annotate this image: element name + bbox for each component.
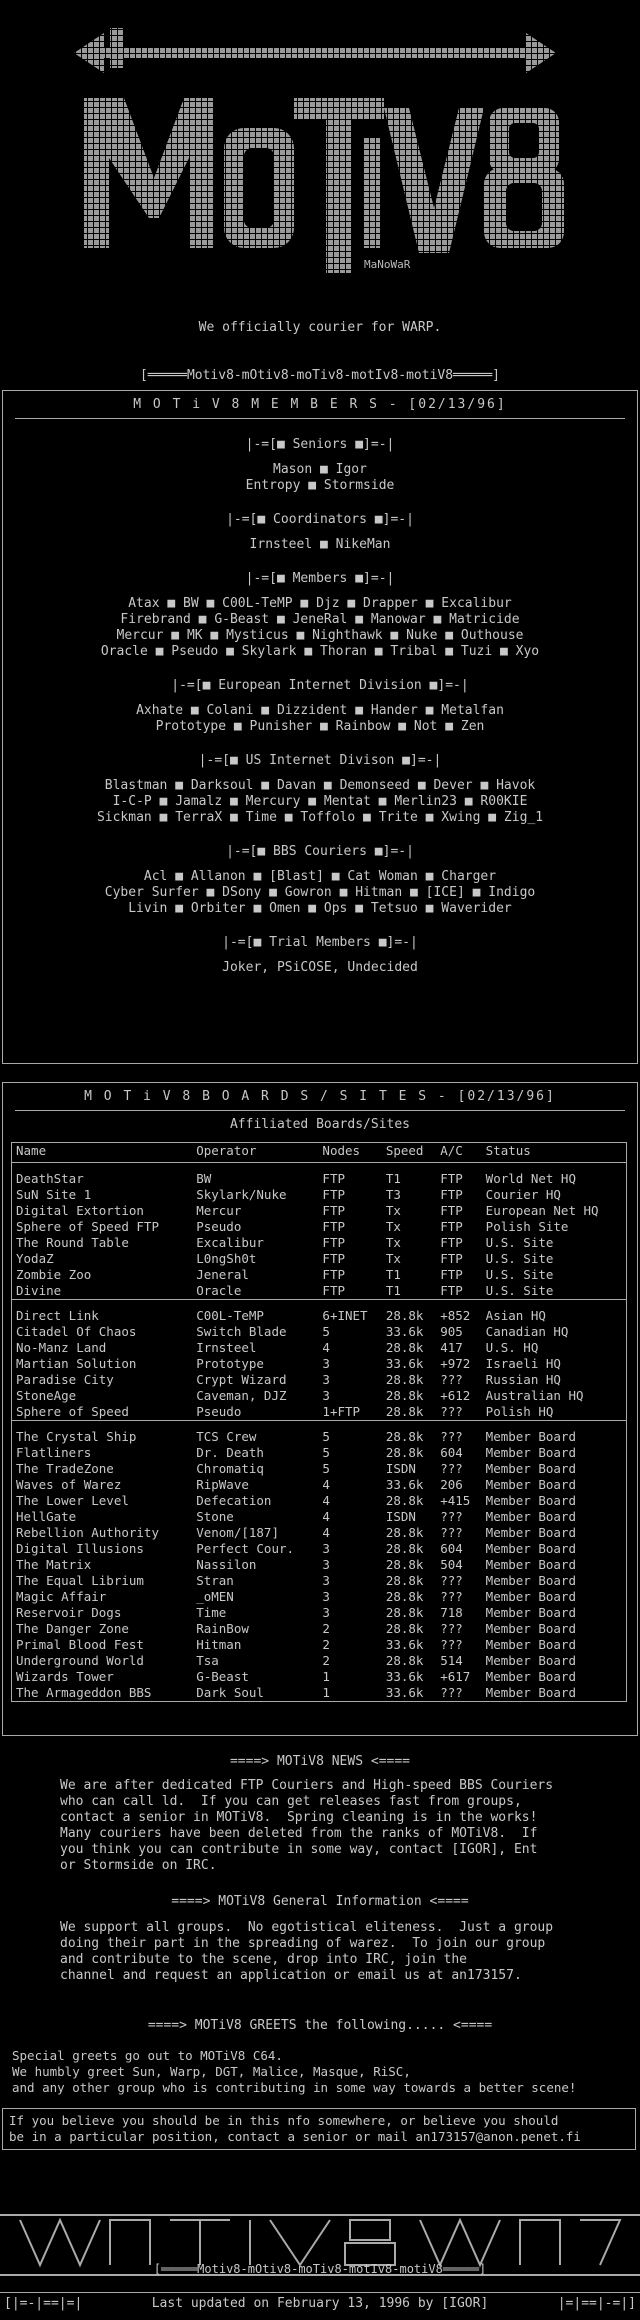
member-section-names — [3, 778, 637, 826]
table-cell: ISDN — [385, 1509, 416, 1524]
table-cell: 504 — [440, 1557, 463, 1572]
table-cell: 28.8k — [385, 1429, 424, 1444]
table-cell: YodaZ — [16, 1251, 54, 1266]
ascii-banner — [0, 2195, 640, 2295]
table-cell: BW — [196, 1171, 212, 1186]
table-cell: Citadel Of Chaos — [16, 1324, 137, 1339]
table-cell: 604 — [440, 1445, 463, 1460]
member-names-line: Cyber Surfer ■ DSony ■ Gowron ■ Hitman ■ [ICE] ■ Indigo — [104, 885, 536, 900]
table-row — [12, 1445, 627, 1461]
table-cell: Tx — [385, 1235, 401, 1250]
member-names-line: Blastman ■ Darksoul ■ Davan ■ Demonseed ■ Dever ■ Havok — [104, 778, 536, 793]
text-line: be in a particular position, contact a senior or mail an173157@anon.penet.fi — [9, 2129, 581, 2144]
column-header: Operator — [196, 1143, 257, 1158]
table-cell: 28.8k — [385, 1621, 424, 1636]
table-cell: +972 — [440, 1356, 471, 1371]
member-names-line: Oracle ■ Pseudo ■ Skylark ■ Thoran ■ Tribal ■ Tuzi ■ Xyo — [100, 644, 540, 659]
member-names-line: Entropy ■ Stormside — [245, 478, 395, 493]
table-cell: World Net HQ — [485, 1171, 576, 1186]
table-cell: 4 — [322, 1477, 330, 1492]
tagline: We officially courier for WARP. — [198, 320, 442, 335]
table-row — [12, 1429, 627, 1445]
text-line: Special greets go out to MOTiV8 C64. — [12, 2048, 283, 2063]
table-cell: Member Board — [485, 1509, 576, 1524]
member-names-line: Mercur ■ MK ■ Mysticus ■ Nighthawk ■ Nuke ■ Outhouse — [116, 628, 524, 643]
table-cell: FTP — [440, 1251, 463, 1266]
table-cell: Member Board — [485, 1685, 576, 1700]
table-cell: U.S. Site — [485, 1267, 554, 1282]
table-cell: Waves of Warez — [16, 1477, 122, 1492]
table-cell: HellGate — [16, 1509, 77, 1524]
table-cell: 4 — [322, 1525, 330, 1540]
table-cell: 718 — [440, 1605, 463, 1620]
table-cell: The Equal Librium — [16, 1573, 144, 1588]
table-cell: 2 — [322, 1653, 330, 1668]
table-cell: +415 — [440, 1493, 471, 1508]
table-cell: 3 — [322, 1388, 330, 1403]
table-cell: Skylark/Nuke — [196, 1187, 287, 1202]
table-cell: Paradise City — [16, 1372, 114, 1387]
table-cell: +612 — [440, 1388, 471, 1403]
table-row — [12, 1525, 627, 1541]
table-cell: 28.8k — [385, 1372, 424, 1387]
member-names-line: Livin ■ Orbiter ■ Omen ■ Ops ■ Tetsuo ■ Waverider — [128, 901, 512, 916]
table-cell: Member Board — [485, 1445, 576, 1460]
table-cell: Member Board — [485, 1525, 576, 1540]
table-cell: Hitman — [196, 1637, 242, 1652]
table-row — [12, 1589, 627, 1605]
table-row — [12, 1685, 627, 1702]
table-cell: ??? — [440, 1573, 463, 1588]
member-section-heading: |-=[■ Seniors ■]=-| — [245, 437, 395, 452]
table-cell: Asian HQ — [485, 1308, 546, 1323]
table-row — [12, 1171, 627, 1187]
table-cell: U.S. Site — [485, 1283, 554, 1298]
table-cell: FTP — [322, 1171, 345, 1186]
table-cell: +617 — [440, 1669, 471, 1684]
table-cell: 28.8k — [385, 1388, 424, 1403]
table-cell: FTP — [440, 1171, 463, 1186]
table-cell: Martian Solution — [16, 1356, 137, 1371]
text-line: contact a senior in MOTiV8. Spring cleaning is in the works! — [60, 1810, 538, 1825]
table-cell: Direct Link — [16, 1308, 99, 1323]
table-cell: Oracle — [196, 1283, 242, 1298]
table-row — [12, 1356, 627, 1372]
table-cell: +852 — [440, 1308, 471, 1323]
table-cell: TCS Crew — [196, 1429, 257, 1444]
table-cell: 33.6k — [385, 1356, 424, 1371]
member-section-names — [3, 960, 637, 976]
table-cell: FTP — [322, 1235, 345, 1250]
table-cell: 1 — [322, 1669, 330, 1684]
table-cell: ??? — [440, 1637, 463, 1652]
text-line: and contribute to the scene, drop into IRC, join the — [60, 1952, 467, 1967]
table-cell: _oMEN — [196, 1589, 234, 1604]
table-cell: Polish Site — [485, 1219, 569, 1234]
table-cell: 28.8k — [385, 1557, 424, 1572]
column-header: Status — [485, 1143, 531, 1158]
table-cell: FTP — [322, 1283, 345, 1298]
table-cell: 4 — [322, 1493, 330, 1508]
table-cell: 4 — [322, 1509, 330, 1524]
column-header: Nodes — [322, 1143, 361, 1158]
table-row — [12, 1461, 627, 1477]
table-cell: Wizards Tower — [16, 1669, 114, 1684]
table-cell: T1 — [385, 1267, 401, 1282]
text-line: Many couriers have been deleted from the ranks of MOTiV8. If — [60, 1826, 538, 1841]
table-cell: ??? — [440, 1621, 463, 1636]
table-cell: 604 — [440, 1541, 463, 1556]
table-cell: 3 — [322, 1372, 330, 1387]
table-row — [12, 1541, 627, 1557]
table-cell: U.S. HQ — [485, 1340, 539, 1355]
separator-line: [═════Motiv8-mOtiv8-moTiv8-motIv8-motiV8═════] — [139, 368, 501, 383]
table-cell: RipWave — [196, 1477, 249, 1492]
table-cell: ??? — [440, 1372, 463, 1387]
table-cell: Member Board — [485, 1461, 576, 1476]
table-cell: 28.8k — [385, 1573, 424, 1588]
table-row — [12, 1372, 627, 1388]
member-section-names — [3, 869, 637, 917]
member-names-line: Sickman ■ TerraX ■ Time ■ Toffolo ■ Trite ■ Xwing ■ Zig_1 — [96, 810, 544, 825]
table-cell: 206 — [440, 1477, 463, 1492]
boards-table — [11, 1142, 627, 1702]
table-cell: RainBow — [196, 1621, 249, 1636]
table-cell: Dark Soul — [196, 1685, 264, 1700]
table-row — [12, 1187, 627, 1203]
table-row — [12, 1251, 627, 1267]
column-header: A/C — [440, 1143, 463, 1158]
table-cell: Member Board — [485, 1589, 576, 1604]
member-section-heading: |-=[■ Coordinators ■]=-| — [226, 512, 414, 527]
table-cell: 33.6k — [385, 1669, 424, 1684]
table-cell: 3 — [322, 1605, 330, 1620]
table-cell: FTP — [440, 1283, 463, 1298]
table-cell: The TradeZone — [16, 1461, 114, 1476]
table-cell: Member Board — [485, 1573, 576, 1588]
table-cell: 28.8k — [385, 1340, 424, 1355]
table-cell: Sphere of Speed — [16, 1404, 129, 1419]
table-cell: SuN Site 1 — [16, 1187, 92, 1202]
table-cell: ??? — [440, 1525, 463, 1540]
table-cell: The Crystal Ship — [16, 1429, 137, 1444]
table-cell: Zombie Zoo — [16, 1267, 92, 1282]
table-row — [12, 1340, 627, 1356]
table-cell: Venom/[187] — [196, 1525, 279, 1540]
footer-separator: [═════Motiv8-mOtiv8-moTiv8-motIv8-motiV8═════] — [153, 2262, 487, 2276]
table-cell: Underground World — [16, 1653, 144, 1668]
table-cell: ??? — [440, 1404, 463, 1419]
general-text — [60, 1920, 600, 1984]
table-cell: C00L-TeMP — [196, 1308, 264, 1323]
boards-title: M O T i V 8 B O A R D S / S I T E S - [02/13/96] — [84, 1089, 556, 1104]
table-cell: Tsa — [196, 1653, 219, 1668]
table-cell: Magic Affair — [16, 1589, 107, 1604]
table-cell: 28.8k — [385, 1589, 424, 1604]
table-cell: Stran — [196, 1573, 234, 1588]
table-cell: Chromatiq — [196, 1461, 264, 1476]
table-cell: 5 — [322, 1461, 330, 1476]
table-cell: ??? — [440, 1509, 463, 1524]
table-cell: Stone — [196, 1509, 234, 1524]
table-cell: FTP — [440, 1235, 463, 1250]
table-cell: Member Board — [485, 1621, 576, 1636]
text-line: If you believe you should be in this nfo somewhere, or believe you should — [9, 2113, 559, 2128]
table-cell: Defecation — [196, 1493, 272, 1508]
table-row — [12, 1308, 627, 1324]
table-row — [12, 1653, 627, 1669]
table-cell: 905 — [440, 1324, 463, 1339]
table-cell: 1 — [322, 1685, 330, 1700]
table-cell: FTP — [440, 1219, 463, 1234]
member-sections — [3, 437, 637, 976]
table-cell: T3 — [385, 1187, 401, 1202]
member-names-line: Mason ■ Igor — [273, 462, 367, 477]
table-cell: Flatliners — [16, 1445, 92, 1460]
table-cell: Member Board — [485, 1493, 576, 1508]
table-cell: The Armageddon BBS — [16, 1685, 152, 1700]
table-cell: FTP — [322, 1203, 345, 1218]
table-cell: ISDN — [385, 1461, 416, 1476]
member-section-heading: |-=[■ BBS Couriers ■]=-| — [226, 844, 414, 859]
boards-subtitle: Affiliated Boards/Sites — [229, 1117, 410, 1132]
table-cell: Member Board — [485, 1557, 576, 1572]
table-row — [12, 1621, 627, 1637]
column-header: Name — [16, 1143, 47, 1158]
table-cell: 1+FTP — [322, 1404, 361, 1419]
table-cell: Pseudo — [196, 1404, 242, 1419]
table-cell: FTP — [440, 1267, 463, 1282]
table-cell: Tx — [385, 1219, 401, 1234]
table-cell: L0ngSh0t — [196, 1251, 257, 1266]
table-cell: FTP — [322, 1251, 345, 1266]
table-row — [12, 1267, 627, 1283]
table-cell: The Danger Zone — [16, 1621, 129, 1636]
member-section-heading: |-=[■ Trial Members ■]=-| — [222, 935, 418, 950]
table-cell: 28.8k — [385, 1525, 424, 1540]
table-cell: 5 — [322, 1429, 330, 1444]
table-cell: 33.6k — [385, 1477, 424, 1492]
table-cell: Tx — [385, 1203, 401, 1218]
table-cell: Caveman, DJZ — [196, 1388, 287, 1403]
member-names-line: Axhate ■ Colani ■ Dizzident ■ Hander ■ Metalfan — [136, 703, 504, 718]
table-cell: 33.6k — [385, 1637, 424, 1652]
table-cell: Prototype — [196, 1356, 264, 1371]
table-cell: Member Board — [485, 1541, 576, 1556]
table-cell: Pseudo — [196, 1219, 242, 1234]
members-box — [2, 390, 638, 1064]
text-line: and any other group who is contributing in some way towards a better scene! — [12, 2080, 577, 2095]
table-cell: DeathStar — [16, 1171, 84, 1186]
table-cell: ??? — [440, 1589, 463, 1604]
table-cell: Time — [196, 1605, 227, 1620]
table-row — [12, 1324, 627, 1340]
table-cell: Member Board — [485, 1429, 576, 1444]
member-names-line: Firebrand ■ G-Beast ■ JeneRal ■ Manowar ■ Matricide — [120, 612, 520, 627]
table-cell: Russian HQ — [485, 1372, 561, 1387]
table-cell: Israeli HQ — [485, 1356, 561, 1371]
table-cell: 3 — [322, 1589, 330, 1604]
table-cell: 28.8k — [385, 1653, 424, 1668]
member-names-line: Prototype ■ Punisher ■ Rainbow ■ Not ■ Zen — [155, 719, 485, 734]
table-cell: European Net HQ — [485, 1203, 599, 1218]
table-row — [12, 1493, 627, 1509]
table-cell: 514 — [440, 1653, 463, 1668]
table-cell: 3 — [322, 1557, 330, 1572]
member-section-names — [3, 596, 637, 660]
text-line: We humbly greet Sun, Warp, DGT, Malice, Masque, RiSC, — [12, 2064, 411, 2079]
greets-text — [12, 2048, 576, 2096]
table-cell: Irnsteel — [196, 1340, 257, 1355]
member-section-heading: |-=[■ US Internet Divison ■]=-| — [198, 753, 442, 768]
text-line: or Stormside on IRC. — [60, 1858, 217, 1873]
table-cell: Canadian HQ — [485, 1324, 569, 1339]
table-cell: 2 — [322, 1637, 330, 1652]
footer-left-deco: [|=-|==|=| — [4, 2296, 83, 2311]
text-line: channel and request an application or email us at an173157. — [60, 1968, 522, 1983]
table-cell: Reservoir Dogs — [16, 1605, 122, 1620]
table-cell: The Lower Level — [16, 1493, 129, 1508]
table-cell: Perfect Cour. — [196, 1541, 295, 1556]
table-cell: U.S. Site — [485, 1251, 554, 1266]
member-section-names — [3, 703, 637, 735]
table-cell: 2 — [322, 1621, 330, 1636]
table-cell: 417 — [440, 1340, 463, 1355]
table-row — [12, 1283, 627, 1300]
members-title: M O T i V 8 M E M B E R S - [02/13/96] — [133, 397, 507, 412]
member-section-heading: |-=[■ Members ■]=-| — [245, 571, 395, 586]
text-line: who can call ld. If you can get releases fast from groups, — [60, 1794, 522, 1809]
table-cell: Member Board — [485, 1605, 576, 1620]
footer-updated: Last updated on February 13, 1996 by [IGOR] — [151, 2296, 489, 2311]
member-section-names — [3, 462, 637, 494]
boards-box — [2, 1082, 638, 1736]
table-row — [12, 1477, 627, 1493]
table-cell: The Round Table — [16, 1235, 129, 1250]
table-row — [12, 1203, 627, 1219]
table-cell: Tx — [385, 1251, 401, 1266]
table-cell: Digital Illusions — [16, 1541, 144, 1556]
member-section-heading: |-=[■ European Internet Division ■]=-| — [171, 678, 469, 693]
table-cell: G-Beast — [196, 1669, 249, 1684]
news-text — [60, 1778, 600, 1874]
table-cell: 5 — [322, 1324, 330, 1339]
table-cell: FTP — [322, 1267, 345, 1282]
table-cell: 28.8k — [385, 1445, 424, 1460]
table-row — [12, 1637, 627, 1653]
news-heading: ====> MOTiV8 NEWS <==== — [229, 1754, 410, 1769]
table-row — [12, 1605, 627, 1621]
table-cell: 28.8k — [385, 1493, 424, 1508]
table-row — [12, 1557, 627, 1573]
table-cell: Primal Blood Fest — [16, 1637, 144, 1652]
logo-signature: MaNoWaR — [364, 258, 411, 271]
table-cell: Crypt Wizard — [196, 1372, 287, 1387]
table-cell: Digital Extortion — [16, 1203, 144, 1218]
footer-right-deco: |=|==|-=|] — [557, 2296, 636, 2311]
general-heading: ====> MOTiV8 General Information <==== — [171, 1894, 469, 1909]
footer — [0, 2292, 640, 2313]
table-row — [12, 1509, 627, 1525]
table-cell: 5 — [322, 1445, 330, 1460]
table-cell: Mercur — [196, 1203, 242, 1218]
text-line: We are after dedicated FTP Couriers and High-speed BBS Couriers — [60, 1778, 554, 1793]
table-cell: No-Manz Land — [16, 1340, 107, 1355]
table-cell: 4 — [322, 1340, 330, 1355]
table-cell: Sphere of Speed FTP — [16, 1219, 159, 1234]
table-cell: T1 — [385, 1283, 401, 1298]
contact-box — [2, 2108, 636, 2150]
greets-heading: ====> MOTiV8 GREETS the following..... <==== — [147, 2018, 493, 2033]
table-cell: Member Board — [485, 1653, 576, 1668]
table-cell: 28.8k — [385, 1308, 424, 1323]
table-cell: 3 — [322, 1356, 330, 1371]
column-header: Speed — [385, 1143, 424, 1158]
table-cell: Polish HQ — [485, 1404, 554, 1419]
table-cell: Divine — [16, 1283, 62, 1298]
table-cell: FTP — [322, 1219, 345, 1234]
table-cell: 28.8k — [385, 1404, 424, 1419]
table-cell: Australian HQ — [485, 1388, 584, 1403]
table-row — [12, 1573, 627, 1589]
table-cell: ??? — [440, 1685, 463, 1700]
table-cell: 33.6k — [385, 1324, 424, 1339]
table-cell: Courier HQ — [485, 1187, 561, 1202]
member-names-line: Joker, PSiCOSE, Undecided — [222, 960, 418, 975]
member-names-line: Irnsteel ■ NikeMan — [249, 537, 391, 552]
table-cell: Member Board — [485, 1637, 576, 1652]
table-cell: U.S. Site — [485, 1235, 554, 1250]
table-cell: Member Board — [485, 1477, 576, 1492]
table-cell: 3 — [322, 1541, 330, 1556]
table-cell: ??? — [440, 1461, 463, 1476]
text-line: We support all groups. No egotistical eliteness. Just a group — [60, 1920, 554, 1935]
motiv8-logo — [64, 18, 576, 308]
table-cell: Dr. Death — [196, 1445, 264, 1460]
member-names-line: Acl ■ Allanon ■ [Blast] ■ Cat Woman ■ Charger — [143, 869, 497, 884]
table-cell: The Matrix — [16, 1557, 92, 1572]
member-names-line: I-C-P ■ Jamalz ■ Mercury ■ Mentat ■ Merlin23 ■ R00KIE — [112, 794, 528, 809]
table-cell: 28.8k — [385, 1541, 424, 1556]
table-cell: Nassilon — [196, 1557, 257, 1572]
table-cell: StoneAge — [16, 1388, 77, 1403]
member-names-line: Atax ■ BW ■ C00L-TeMP ■ Djz ■ Drapper ■ Excalibur — [128, 596, 512, 611]
table-cell: 33.6k — [385, 1685, 424, 1700]
table-cell: Rebellion Authority — [16, 1525, 159, 1540]
table-cell: Switch Blade — [196, 1324, 287, 1339]
table-cell: 3 — [322, 1573, 330, 1588]
member-section-names — [3, 537, 637, 553]
table-row — [12, 1235, 627, 1251]
table-cell: FTP — [440, 1187, 463, 1202]
table-cell: Excalibur — [196, 1235, 264, 1250]
table-row — [12, 1404, 627, 1421]
table-row — [12, 1219, 627, 1235]
table-cell: Jeneral — [196, 1267, 249, 1282]
table-row — [12, 1388, 627, 1404]
text-line: you think you can contribute in some way, contact [IGOR], Ent — [60, 1842, 538, 1857]
table-cell: ??? — [440, 1429, 463, 1444]
table-cell: FTP — [322, 1187, 345, 1202]
table-row — [12, 1669, 627, 1685]
table-cell: 28.8k — [385, 1605, 424, 1620]
table-cell: Member Board — [485, 1669, 576, 1684]
table-cell: 6+INET — [322, 1308, 368, 1323]
table-cell: FTP — [440, 1203, 463, 1218]
table-cell: T1 — [385, 1171, 401, 1186]
text-line: doing their part in the spreading of warez. To join our group — [60, 1936, 546, 1951]
